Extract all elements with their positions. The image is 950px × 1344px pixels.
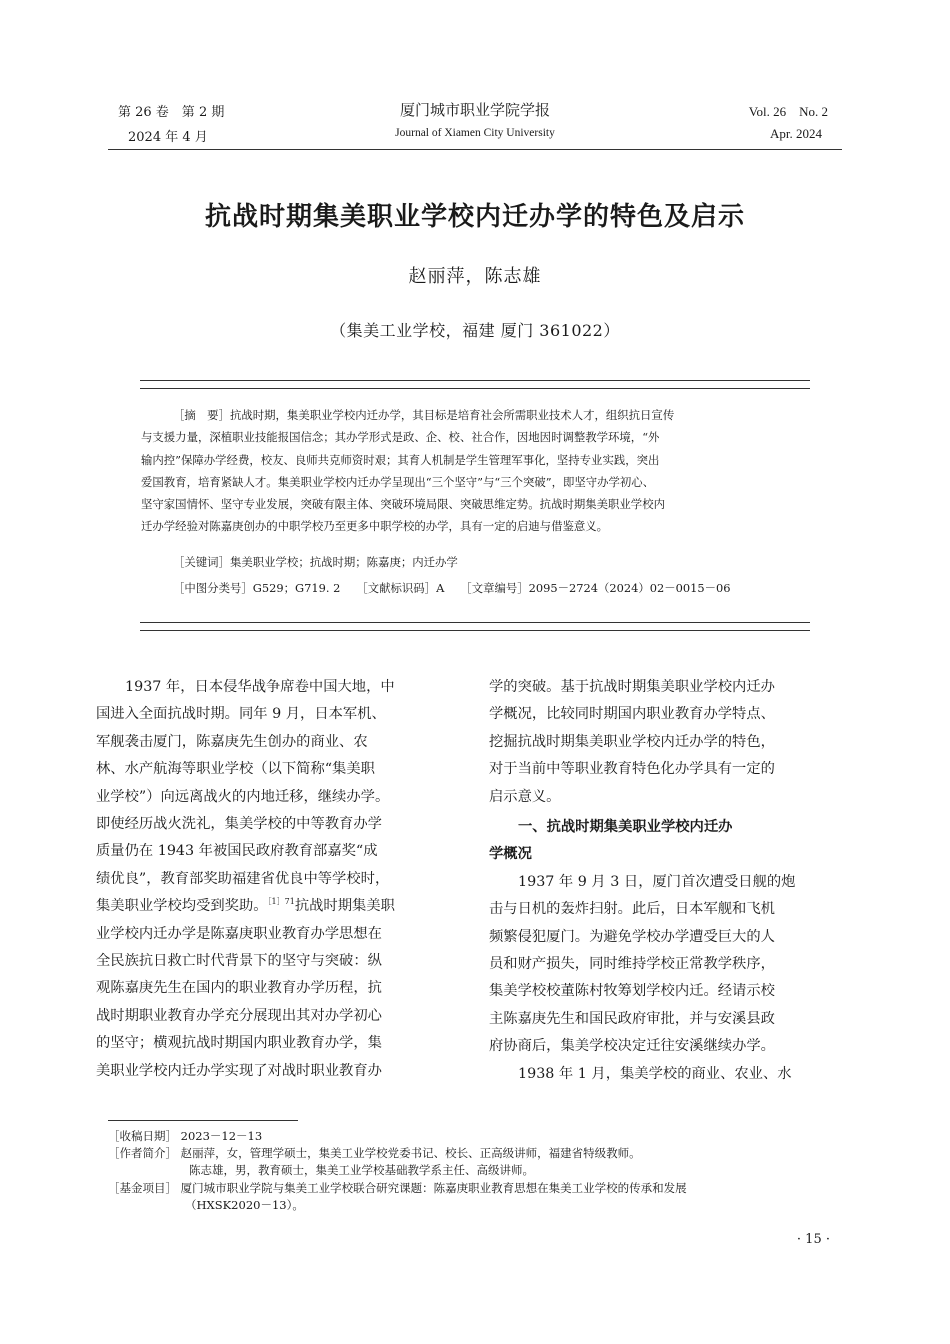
paragraph-line: 全民族抗日救亡时代背景下的坚守与突破：纵 [96,953,382,970]
paragraph-line: 集美学校校董陈村牧筹划学校内迁。经请示校 [489,983,775,1000]
paragraph-line: 1938 年 1 月，集美学校的商业、农业、水 [518,1065,792,1082]
received-label: ［收稿日期］ [108,1129,177,1143]
fund-label: ［基金项目］ [108,1180,177,1195]
abstract-rule-bottom-1 [140,622,810,623]
header-date-cn: 2024 年 4 月 [128,130,208,145]
header-journal-en: Journal of Xiamen City University [395,127,555,139]
body-left-column [96,674,460,1085]
doccode-label: ［文献标识码］ [356,581,437,595]
paragraph-line: 频繁侵犯厦门。为避免学校办学遭受巨大的人 [489,928,775,945]
header-rule [108,149,842,150]
header-volume-cn: 第 26 卷 第 2 期 [118,105,225,120]
paragraph-line: 员和财产损失，同时维持学校正常教学秩序， [489,956,775,973]
section-heading-1-cont: 学概况 [489,846,532,863]
paragraph-line: 府协商后，集美学校决定迁往安溪继续办学。 [489,1038,775,1055]
author1-bio: 赵丽萍，女，管理学硕士，集美工业学校党委书记、校长、正高级讲师，福建省特级教师。 [180,1146,641,1161]
footnote-author [108,1145,848,1162]
clc-label: ［中图分类号］ [173,581,253,595]
paragraph-line: 绩优良”，教育部奖助福建省优良中等学校时， [96,870,390,887]
paragraph-line: 观陈嘉庚先生在国内的职业教育办学历程，抗 [96,980,382,997]
abstract-line: 爱国教育，培育紧缺人才。集美职业学校内迁办学呈现出“三个坚守”与“三个突破”，即坚守办学初心、 [141,474,655,489]
received-date: 2023－12－13 [180,1129,263,1143]
abstract-rule-top-2 [140,388,810,389]
paragraph-line: 军舰袭击厦门，陈嘉庚先生创办的商业、农 [96,733,368,750]
abstract-line: 输内控”保障办学经费，校友、良师共克师资时艰；其育人机制是学生管理军事化，坚持专业实践，突出 [141,452,660,467]
author2-bio: 陈志雄，男，教育硕士，集美工业学校基础教学系主任、高级讲师。 [189,1163,534,1178]
header-date-en: Apr. 2024 [770,126,822,141]
paragraph-line: 挖掘抗战时期集美职业学校内迁办学的特色， [489,733,775,750]
paragraph-line: 国进入全面抗战时期。同年 9 月，日本军机、 [96,706,386,723]
paragraph-line: 学的突破。基于抗战时期集美职业学校内迁办 [489,679,775,695]
footnote-received [108,1128,848,1145]
abstract [141,404,810,538]
keywords-row [173,554,458,570]
abstract-rule-bottom-2 [140,630,810,631]
footnote-rule [108,1120,298,1121]
footnote-fund [108,1180,848,1197]
page-number: · 15 · [796,1232,830,1247]
classification-row [173,580,813,596]
abstract-line: 迁办学经验对陈嘉庚创办的中职学校乃至更多中职学校的办学，具有一定的启迪与借鉴意义。 [141,519,609,534]
abstract-label: ［摘 要］ [173,408,230,422]
paragraph-line: 启示意义。 [489,788,561,805]
citation-ref: ［1］71 [267,897,295,907]
author-label: ［作者简介］ [108,1146,177,1161]
abstract-line: 抗战时期，集美职业学校内迁办学，其目标是培育社会所需职业技术人才，组织抗日宣传 [229,408,675,422]
paragraph-line: 击与日机的轰炸扫射。此后，日本军舰和飞机 [489,901,775,918]
doccode-value: A [436,581,445,595]
paragraph-line: 质量仍在 1943 年被国民政府教育部嘉奖“成 [96,843,378,860]
clc-value: G529；G719. 2 [252,581,341,595]
paragraph-line: 1937 年，日本侵华战争席卷中国大地，中 [125,679,395,695]
articleno-label: ［文章编号］ [460,581,529,595]
article-affiliation: （集美工业学校，福建 厦门 361022） [330,321,620,340]
footnotes [108,1128,848,1214]
paragraph-line: 的坚守；横观抗战时期国内职业教育办学，集 [96,1035,382,1052]
section-heading-1: 一、抗战时期集美职业学校内迁办 [518,819,733,836]
paragraph-line: 林、水产航海等职业学校（以下简称“集美职 [96,761,375,778]
articleno-value: 2095－2724（2024）02－0015－06 [528,581,731,595]
body-right-column [489,674,853,1088]
paragraph-line: 即使经历战火洗礼，集美学校的中等教育办学 [96,816,382,833]
keywords-label: ［关键词］ [173,555,230,569]
paragraph-line-citation [96,893,460,920]
keywords: 集美职业学校；抗战时期；陈嘉庚；内迁办学 [229,555,458,569]
paragraph-line: 主陈嘉庚先生和国民政府审批，并与安溪县政 [489,1010,775,1027]
paragraph-line: 对于当前中等职业教育特色化办学具有一定的 [489,761,775,778]
header-journal-cn: 厦门城市职业学院学报 [399,101,550,119]
paragraph-line: 业学校”）向远离战火的内地迁移，继续办学。 [96,788,390,805]
citation-post: 抗战时期集美职 [294,898,395,915]
article-title: 抗战时期集美职业学校内迁办学的特色及启示 [204,202,745,232]
article-authors: 赵丽萍，陈志雄 [408,266,542,287]
abstract-rule-top-1 [140,380,810,381]
paragraph-line: 战时期职业教育办学充分展现出其对办学初心 [96,1007,382,1024]
fund-text: 厦门城市职业学院与集美工业学校联合研究课题：陈嘉庚职业教育思想在集美工业学校的传承和发展 [180,1180,687,1195]
paragraph-line: 1937 年 9 月 3 日，厦门首次遭受日舰的炮 [518,873,796,890]
paragraph-line: 美职业学校内迁办学实现了对战时职业教育办 [96,1062,382,1079]
paragraph-line: 业学校内迁办学是陈嘉庚职业教育办学思想在 [96,925,382,942]
citation-pre: 集美职业学校均受到奖助。 [96,898,268,915]
header-volume-en: Vol. 26 No. 2 [748,104,828,119]
fund-code: （HXSK2020－13）。 [185,1197,304,1212]
abstract-line: 与支援力量，深植职业技能报国信念；其办学形式是政、企、校、社合作，因地因时调整教学环境，“外 [141,430,660,445]
paragraph-line: 学概况，比较同时期国内职业教育办学特点、 [489,706,775,723]
abstract-line: 坚守家国情怀、坚守专业发展，突破有限主体、突破环境局限、突破思维定势。抗战时期集美职业学校内 [141,497,665,512]
